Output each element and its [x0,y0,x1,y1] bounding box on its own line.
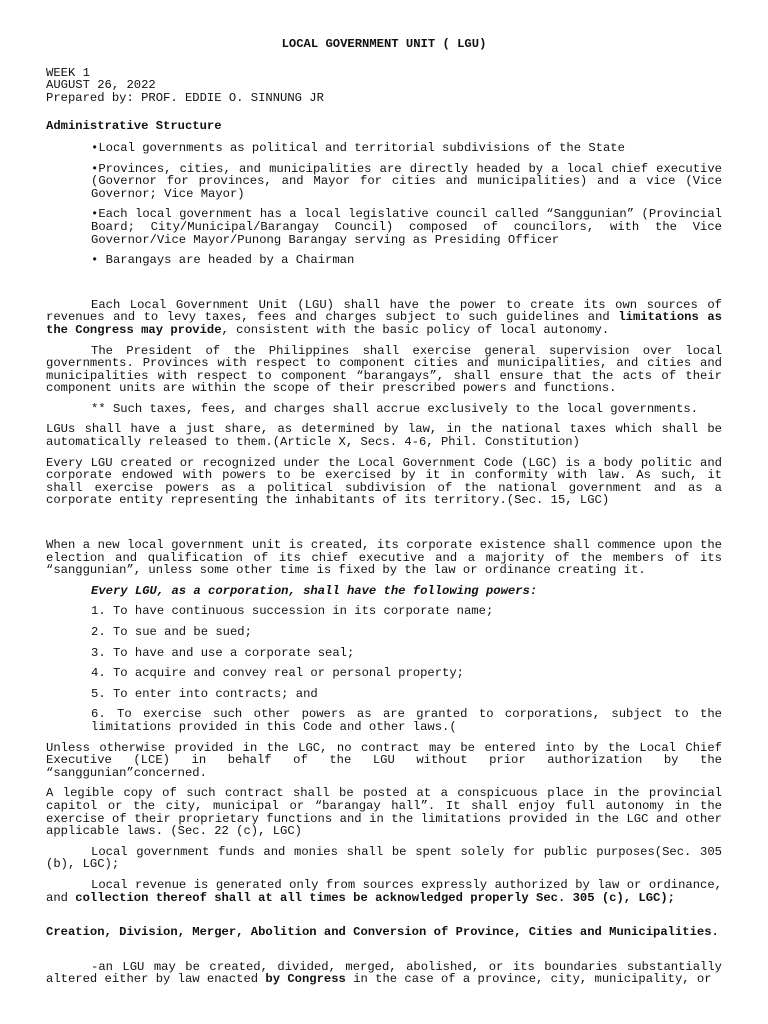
president-paragraph: The President of the Philippines shall exercise general supervision over local governments. Provinces with respect to component cities and municipalities, and cities and municipalities with respect to component “barangays”, shall ensure that the acts of their component units are within the scope of their prescribed powers and functions. [46,343,722,396]
admin-bullet: •Provinces, cities, and municipalities are directly headed by a local chief executive (Governor for provinces, and Mayor for cities and municipalities) and a vice (Vice Governor; Vice Mayor) [91,161,722,201]
prepared-by: Prepared by: PROF. EDDIE O. SINNUNG JR [46,90,324,105]
new-lgu-paragraph: When a new local government unit is created, its corporate existence shall commence upon the election and qualification of its chief executive and a majority of the members of its “sanggunian”, unless some other time is fixed by the law or ordinance creating it. [46,538,722,578]
funds-paragraph: Local government funds and monies shall be spent solely for public purposes(Sec. 305 (b), LGC); [46,844,722,872]
unless-paragraph: Unless otherwise provided in the LGC, no contract may be entered into by the Local Chief Executive (LCE) in behalf of the LGU without prior authorization by the “sanggunian”concerned. [46,740,722,780]
taxes-paragraph [46,299,722,337]
powers-heading: Every LGU, as a corporation, shall have the following powers: [91,583,538,598]
admin-bullet: •Each local government has a local legislative council called “Sanggunian” (Provincial Board; City/Municipal/Barangay Council) composed of councilors, with the Vice Governor/Vice Mayor/Punong Barangay serving as Presiding Officer [91,207,722,247]
legible-paragraph: A legible copy of such contract shall be posted at a conspicuous place in the provincial capitol or the city, municipal or “barangay hall”. It shall enjoy full autonomy in the exercise of their proprietary functions and in the limitations provided in the LGC and other applicable laws. (Sec. 22 (c), LGC) [46,786,722,839]
admin-structure-heading: Administrative Structure [46,119,222,134]
power-item: 3. To have and use a corporate seal; [91,645,355,660]
share-paragraph: LGUs shall have a just share, as determined by law, in the national taxes which shall be automatically released to them.(Article X, Secs. 4-6, Phil. Constitution) [46,422,722,450]
creation-heading: Creation, Division, Merger, Abolition and Conversion of Province, Cities and Municipalities. [46,925,719,940]
creation-text: -an LGU may be created, divided, merged, abolished, or its boundaries substantially altered either by law enacted [46,959,722,987]
creation-bold-text: by Congress [265,972,346,987]
accrue-paragraph: ** Such taxes, fees, and charges shall accrue exclusively to the local governments. [91,401,699,416]
admin-bullet: •Local governments as political and territorial subdivisions of the State [91,140,625,155]
taxes-bold-text: limitations as the Congress may provide [46,310,722,337]
revenue-text: Local revenue is generated only from sources expressly authorized by law or ordinance, and [46,877,722,905]
power-item: 1. To have continuous succession in its corporate name; [91,604,494,619]
taxes-text-end: , consistent with the basic policy of local autonomy. [221,322,610,337]
creation-paragraph [46,961,722,986]
document-title: LOCAL GOVERNMENT UNIT ( LGU) [281,37,487,51]
admin-bullet: • Barangays are headed by a Chairman [91,253,355,268]
power-item: 6. To exercise such other powers as are granted to corporations, subject to the limitations provided in this Code and other laws.( [91,707,722,734]
document-meta [46,67,722,105]
revenue-bold-text: collection thereof shall at all times be acknowledged properly Sec. 305 (c), LGC); [75,890,675,905]
date-label: AUGUST 26, 2022 [46,78,156,93]
taxes-text: Each Local Government Unit (LGU) shall have the power to create its own sources of revenues and to levy taxes, fees and charges subject to such guidelines and [46,297,722,325]
power-item: 4. To acquire and convey real or personal property; [91,666,464,681]
revenue-paragraph [46,879,722,904]
every-lgu-paragraph: Every LGU created or recognized under the Local Government Code (LGC) is a body politic and corporate endowed with powers to be exercised by it in conformity with law. As such, it shall exercise powers as a political subdivision of the national government and as a corporate entity representing the inhabitants of its territory.(Sec. 15, LGC) [46,455,722,508]
power-item: 5. To enter into contracts; and [91,686,318,701]
week-label: WEEK 1 [46,65,90,80]
creation-text-end: in the case of a province, city, municipality, or [345,972,712,987]
power-item: 2. To sue and be sued; [91,625,252,639]
